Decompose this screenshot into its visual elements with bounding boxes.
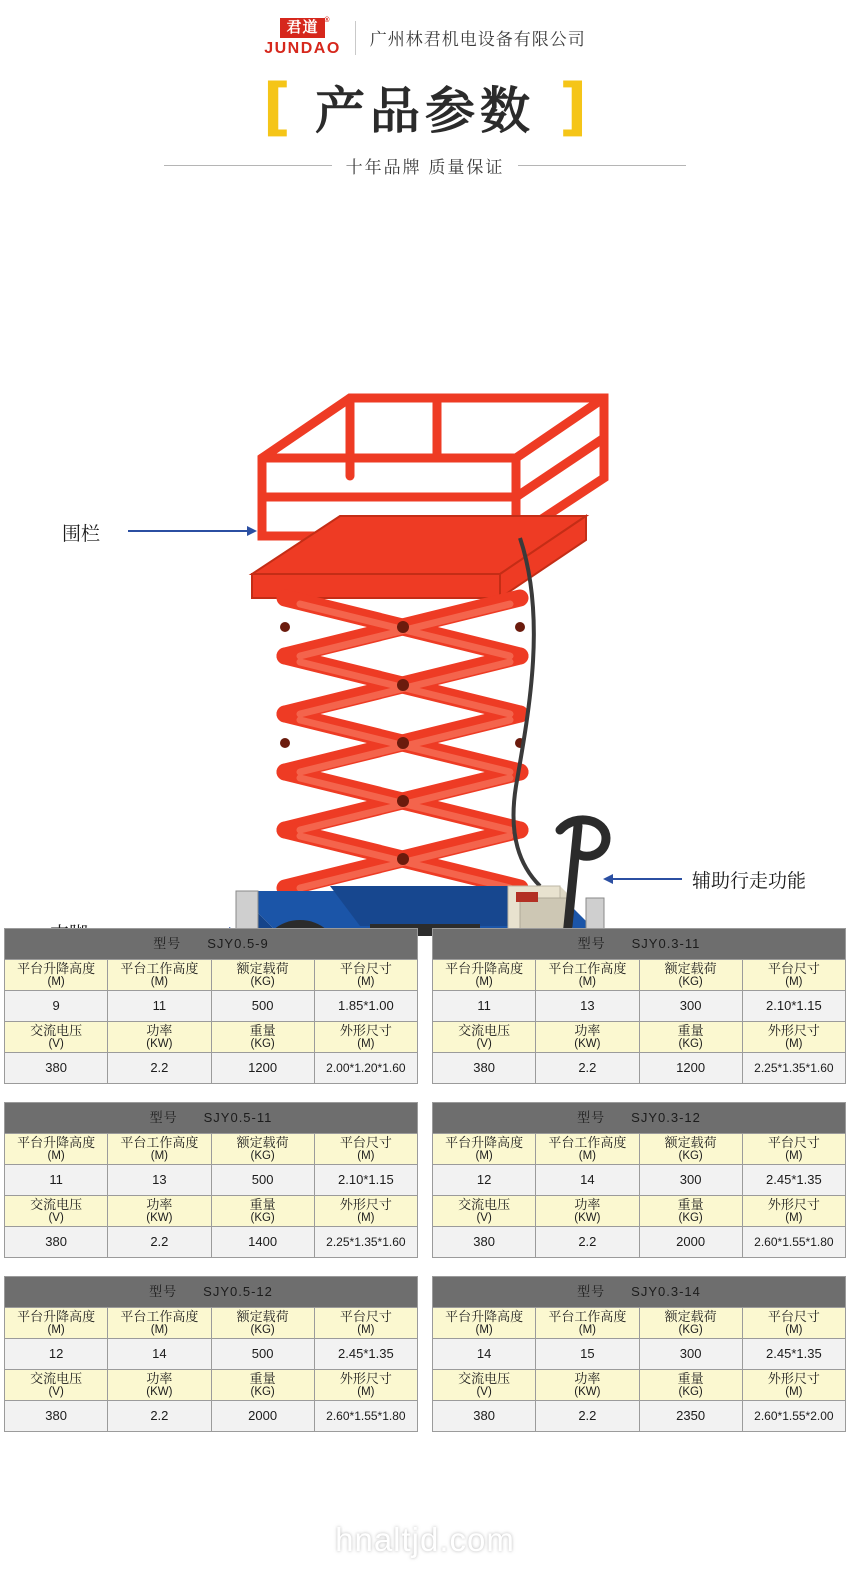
header-unit: (M) — [475, 1149, 493, 1162]
header-unit: (M) — [475, 975, 493, 988]
table-row — [433, 1196, 846, 1227]
header-work-height — [536, 1308, 639, 1339]
model-header — [5, 1103, 418, 1134]
header-text: 外形尺寸 — [767, 1370, 820, 1386]
header-unit: (V) — [476, 1385, 492, 1398]
value-work-height: 13 — [536, 991, 639, 1022]
callout-arrow-walk-assist — [612, 878, 682, 880]
value-overall-size: 2.60*1.55*2.00 — [742, 1401, 845, 1432]
logo — [264, 18, 341, 57]
value-power: 2.2 — [536, 1227, 639, 1258]
value-power: 2.2 — [536, 1401, 639, 1432]
header-text: 外形尺寸 — [339, 1370, 392, 1386]
header-overall-size — [742, 1196, 845, 1227]
table-row — [433, 1308, 846, 1339]
header-text: 重量 — [677, 1022, 704, 1038]
table-row — [433, 1277, 846, 1308]
header-text: 功率 — [146, 1370, 173, 1386]
header-unit: (KG) — [250, 1149, 275, 1162]
header-unit: (M) — [357, 1323, 375, 1336]
header-unit: (KW) — [146, 1211, 173, 1224]
table-row — [433, 960, 846, 991]
header-text: 平台升降高度 — [17, 1134, 96, 1150]
header-text: 外形尺寸 — [339, 1196, 392, 1212]
header-work-height — [536, 960, 639, 991]
value-weight: 1400 — [211, 1227, 314, 1258]
header-unit: (V) — [48, 1037, 64, 1050]
header-weight — [639, 1196, 742, 1227]
header-text: 交流电压 — [30, 1196, 83, 1212]
spec-table-sjy03-11 — [432, 928, 846, 1084]
value-work-height: 15 — [536, 1339, 639, 1370]
value-work-height: 13 — [108, 1165, 211, 1196]
table-row — [433, 1053, 846, 1084]
header-voltage — [433, 1370, 536, 1401]
value-work-height: 11 — [108, 991, 211, 1022]
header-work-height — [108, 1308, 211, 1339]
value-platform-size: 2.45*1.35 — [742, 1339, 845, 1370]
header-rated-load — [211, 960, 314, 991]
callout-label-walk-assist: 辅助行走功能 — [692, 871, 807, 892]
header-overall-size — [314, 1196, 417, 1227]
trademark-icon: ® — [324, 17, 331, 24]
header-platform-size — [314, 1308, 417, 1339]
brand-divider — [355, 21, 356, 55]
table-row — [433, 1227, 846, 1258]
header-text: 重量 — [249, 1022, 276, 1038]
value-power: 2.2 — [108, 1401, 211, 1432]
header-unit: (KW) — [574, 1211, 601, 1224]
header-text: 交流电压 — [30, 1370, 83, 1386]
header-text: 平台尺寸 — [767, 1134, 820, 1150]
table-row — [5, 1134, 418, 1165]
subtitle-line-left — [164, 165, 332, 166]
header-unit: (M) — [785, 1149, 803, 1162]
value-overall-size: 2.00*1.20*1.60 — [314, 1053, 417, 1084]
header-unit: (M) — [47, 1323, 65, 1336]
table-row — [5, 1277, 418, 1308]
header-unit: (V) — [476, 1037, 492, 1050]
value-weight: 2350 — [639, 1401, 742, 1432]
header-unit: (M) — [357, 1211, 375, 1224]
model-header — [433, 929, 846, 960]
header-power — [108, 1370, 211, 1401]
header-unit: (KW) — [146, 1037, 173, 1050]
table-row — [433, 1401, 846, 1432]
header-text: 平台升降高度 — [17, 960, 96, 976]
header-text: 交流电压 — [458, 1370, 511, 1386]
header-text: 额定载荷 — [664, 960, 717, 976]
table-row — [5, 1308, 418, 1339]
header-text: 平台工作高度 — [548, 1134, 627, 1150]
header-power — [108, 1022, 211, 1053]
value-rated-load: 500 — [211, 1339, 314, 1370]
header-lift-height — [433, 1134, 536, 1165]
value-overall-size: 2.25*1.35*1.60 — [742, 1053, 845, 1084]
header-work-height — [536, 1134, 639, 1165]
header-text: 功率 — [574, 1370, 601, 1386]
header-lift-height — [433, 1308, 536, 1339]
table-row — [433, 1370, 846, 1401]
page-subtitle: 十年品牌 质量保证 — [345, 158, 505, 177]
value-lift-height: 11 — [433, 991, 536, 1022]
value-lift-height: 9 — [5, 991, 108, 1022]
header-unit: (M) — [785, 1385, 803, 1398]
value-rated-load: 300 — [639, 1339, 742, 1370]
header-weight — [639, 1022, 742, 1053]
header-voltage — [5, 1196, 108, 1227]
header-platform-size — [742, 960, 845, 991]
model-label: 型号 — [153, 935, 182, 951]
logo-chinese-mark — [280, 17, 331, 38]
header-voltage — [433, 1022, 536, 1053]
header-unit: (KG) — [678, 1037, 703, 1050]
table-row — [5, 1227, 418, 1258]
header-text: 平台工作高度 — [120, 1308, 199, 1324]
value-rated-load: 500 — [211, 1165, 314, 1196]
value-power: 2.2 — [536, 1053, 639, 1084]
header-text: 平台工作高度 — [120, 960, 199, 976]
header-lift-height — [5, 1308, 108, 1339]
header-unit: (M) — [150, 1323, 168, 1336]
header-overall-size — [742, 1022, 845, 1053]
header-text: 平台尺寸 — [767, 960, 820, 976]
value-voltage: 380 — [433, 1401, 536, 1432]
header-text: 平台尺寸 — [339, 960, 392, 976]
watermark: hnaltjd.com — [335, 1521, 515, 1558]
model-value: SJY0.3-14 — [631, 1283, 701, 1299]
header-overall-size — [742, 1370, 845, 1401]
header-text: 功率 — [574, 1196, 601, 1212]
bracket-left-icon: [ — [262, 70, 291, 143]
value-overall-size: 2.60*1.55*1.80 — [314, 1401, 417, 1432]
value-weight: 2000 — [211, 1401, 314, 1432]
header-text: 平台升降高度 — [445, 960, 524, 976]
header-power — [536, 1370, 639, 1401]
value-power: 2.2 — [108, 1053, 211, 1084]
value-weight: 1200 — [211, 1053, 314, 1084]
header-overall-size — [314, 1370, 417, 1401]
table-row — [5, 1022, 418, 1053]
spec-table-sjy05-12 — [4, 1276, 418, 1432]
table-row — [5, 1401, 418, 1432]
header-unit: (V) — [476, 1211, 492, 1224]
header-unit: (KG) — [250, 1037, 275, 1050]
table-row — [433, 1022, 846, 1053]
callout-label-fence: 围栏 — [62, 524, 101, 545]
header-text: 交流电压 — [30, 1022, 83, 1038]
header-weight — [639, 1370, 742, 1401]
header-text: 交流电压 — [458, 1196, 511, 1212]
header-text: 重量 — [249, 1196, 276, 1212]
header-unit: (KW) — [146, 1385, 173, 1398]
header-unit: (M) — [357, 1037, 375, 1050]
model-header — [5, 929, 418, 960]
value-platform-size: 2.45*1.35 — [742, 1165, 845, 1196]
header-lift-height — [5, 960, 108, 991]
header-unit: (KG) — [250, 1323, 275, 1336]
value-weight: 1200 — [639, 1053, 742, 1084]
header-text: 功率 — [574, 1022, 601, 1038]
company-name: 广州林君机电设备有限公司 — [369, 30, 586, 49]
header-text: 重量 — [249, 1370, 276, 1386]
header-platform-size — [742, 1308, 845, 1339]
table-row — [5, 1196, 418, 1227]
spec-table-sjy05-9 — [4, 928, 418, 1084]
model-label: 型号 — [149, 1109, 178, 1125]
value-lift-height: 12 — [433, 1165, 536, 1196]
header-unit: (M) — [785, 975, 803, 988]
table-row — [433, 991, 846, 1022]
subtitle-row — [0, 153, 850, 178]
header-unit: (M) — [357, 1385, 375, 1398]
scissor-lift-drawing — [0, 186, 850, 936]
header-rated-load — [639, 960, 742, 991]
product-illustration — [0, 186, 850, 936]
header-voltage — [5, 1022, 108, 1053]
header-text: 平台尺寸 — [339, 1308, 392, 1324]
header-voltage — [5, 1370, 108, 1401]
header-unit: (M) — [357, 1149, 375, 1162]
value-platform-size: 2.45*1.35 — [314, 1339, 417, 1370]
header-overall-size — [314, 1022, 417, 1053]
table-row — [5, 929, 418, 960]
header-unit: (M) — [785, 1037, 803, 1050]
model-value: SJY0.3-11 — [631, 935, 701, 951]
header-unit: (KW) — [574, 1385, 601, 1398]
model-label: 型号 — [577, 1109, 606, 1125]
header-text: 平台升降高度 — [445, 1134, 524, 1150]
value-voltage: 380 — [5, 1227, 108, 1258]
value-power: 2.2 — [108, 1227, 211, 1258]
header-rated-load — [639, 1134, 742, 1165]
table-row — [433, 1103, 846, 1134]
header-unit: (M) — [578, 975, 596, 988]
table-row — [5, 960, 418, 991]
header-text: 外形尺寸 — [767, 1196, 820, 1212]
value-work-height: 14 — [108, 1339, 211, 1370]
model-label: 型号 — [149, 1283, 178, 1299]
bracket-right-icon: ] — [559, 70, 588, 143]
model-label: 型号 — [577, 1283, 606, 1299]
table-row — [5, 991, 418, 1022]
header-weight — [211, 1370, 314, 1401]
model-header — [433, 1277, 846, 1308]
header-unit: (M) — [475, 1323, 493, 1336]
value-lift-height: 12 — [5, 1339, 108, 1370]
spec-table-sjy05-11 — [4, 1102, 418, 1258]
spec-table-sjy03-14 — [432, 1276, 846, 1432]
value-rated-load: 500 — [211, 991, 314, 1022]
header-text: 功率 — [146, 1022, 173, 1038]
value-rated-load: 300 — [639, 1165, 742, 1196]
header-unit: (KG) — [678, 1149, 703, 1162]
value-voltage: 380 — [433, 1053, 536, 1084]
subtitle-line-right — [518, 165, 686, 166]
header-text: 交流电压 — [458, 1022, 511, 1038]
table-row — [5, 1053, 418, 1084]
header-unit: (M) — [785, 1323, 803, 1336]
model-value: SJY0.3-12 — [631, 1109, 701, 1125]
header-lift-height — [433, 960, 536, 991]
header-unit: (V) — [48, 1385, 64, 1398]
spec-tables — [0, 928, 850, 1432]
value-voltage: 380 — [5, 1053, 108, 1084]
header-weight — [211, 1022, 314, 1053]
header-text: 平台工作高度 — [548, 1308, 627, 1324]
page-title: 产品参数 — [315, 83, 535, 139]
table-row — [5, 1103, 418, 1134]
header-power — [536, 1196, 639, 1227]
header-text: 额定载荷 — [236, 1308, 289, 1324]
header-text: 平台升降高度 — [445, 1308, 524, 1324]
callout-arrow-fence — [128, 530, 248, 532]
header-text: 平台工作高度 — [548, 960, 627, 976]
header-unit: (M) — [150, 975, 168, 988]
model-header — [5, 1277, 418, 1308]
header-voltage — [433, 1196, 536, 1227]
header-platform-size — [742, 1134, 845, 1165]
header-unit: (KG) — [678, 1323, 703, 1336]
header-unit: (M) — [785, 1211, 803, 1224]
table-row — [433, 1134, 846, 1165]
header-text: 重量 — [677, 1370, 704, 1386]
table-row — [433, 1339, 846, 1370]
header-text: 平台尺寸 — [339, 1134, 392, 1150]
header-unit: (M) — [47, 1149, 65, 1162]
value-platform-size: 2.10*1.15 — [314, 1165, 417, 1196]
logo-chinese-text: 君道 — [286, 19, 319, 36]
header-unit: (M) — [150, 1149, 168, 1162]
header-text: 平台尺寸 — [767, 1308, 820, 1324]
page-title-row — [0, 71, 850, 143]
brand-header — [0, 0, 850, 57]
value-work-height: 14 — [536, 1165, 639, 1196]
value-platform-size: 2.10*1.15 — [742, 991, 845, 1022]
header-work-height — [108, 1134, 211, 1165]
header-unit: (KG) — [250, 975, 275, 988]
header-unit: (KW) — [574, 1037, 601, 1050]
table-row — [5, 1339, 418, 1370]
header-unit: (KG) — [678, 1385, 703, 1398]
header-text: 额定载荷 — [236, 960, 289, 976]
header-power — [108, 1196, 211, 1227]
model-label: 型号 — [577, 935, 606, 951]
header-unit: (M) — [578, 1149, 596, 1162]
value-overall-size: 2.60*1.55*1.80 — [742, 1227, 845, 1258]
value-voltage: 380 — [433, 1227, 536, 1258]
value-weight: 2000 — [639, 1227, 742, 1258]
table-row — [5, 1370, 418, 1401]
value-overall-size: 2.25*1.35*1.60 — [314, 1227, 417, 1258]
logo-english-text: JUNDAO — [264, 40, 341, 57]
value-lift-height: 14 — [433, 1339, 536, 1370]
header-unit: (KG) — [678, 975, 703, 988]
model-value: SJY0.5-11 — [203, 1109, 273, 1125]
model-value: SJY0.5-12 — [203, 1283, 273, 1299]
header-unit: (M) — [357, 975, 375, 988]
header-text: 额定载荷 — [664, 1308, 717, 1324]
value-lift-height: 11 — [5, 1165, 108, 1196]
header-text: 外形尺寸 — [767, 1022, 820, 1038]
table-row — [433, 1165, 846, 1196]
value-rated-load: 300 — [639, 991, 742, 1022]
header-text: 平台升降高度 — [17, 1308, 96, 1324]
header-unit: (KG) — [250, 1211, 275, 1224]
header-unit: (KG) — [678, 1211, 703, 1224]
header-power — [536, 1022, 639, 1053]
header-rated-load — [639, 1308, 742, 1339]
header-text: 额定载荷 — [236, 1134, 289, 1150]
header-platform-size — [314, 1134, 417, 1165]
header-platform-size — [314, 960, 417, 991]
header-unit: (M) — [578, 1323, 596, 1336]
header-rated-load — [211, 1308, 314, 1339]
header-work-height — [108, 960, 211, 991]
header-lift-height — [5, 1134, 108, 1165]
header-unit: (M) — [47, 975, 65, 988]
model-value: SJY0.5-9 — [207, 935, 269, 951]
table-row — [433, 929, 846, 960]
value-platform-size: 1.85*1.00 — [314, 991, 417, 1022]
header-unit: (V) — [48, 1211, 64, 1224]
header-text: 平台工作高度 — [120, 1134, 199, 1150]
value-voltage: 380 — [5, 1401, 108, 1432]
header-text: 重量 — [677, 1196, 704, 1212]
header-weight — [211, 1196, 314, 1227]
header-unit: (KG) — [250, 1385, 275, 1398]
table-row — [5, 1165, 418, 1196]
header-text: 外形尺寸 — [339, 1022, 392, 1038]
header-rated-load — [211, 1134, 314, 1165]
model-header — [433, 1103, 846, 1134]
header-text: 功率 — [146, 1196, 173, 1212]
spec-table-grid — [4, 928, 846, 1432]
header-text: 额定载荷 — [664, 1134, 717, 1150]
spec-table-sjy03-12 — [432, 1102, 846, 1258]
